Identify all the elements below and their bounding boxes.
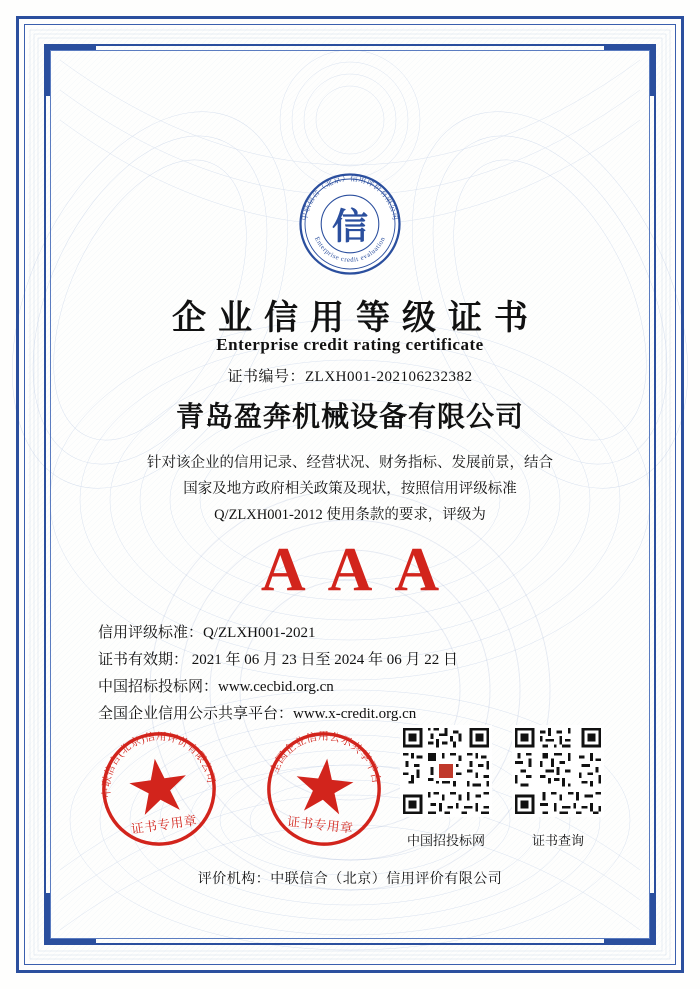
company-name: 青岛盈奔机械设备有限公司 [175, 402, 524, 433]
detail-credit-platform: 全国企业信用公示共享平台：www.x-credit.org.cn [98, 706, 417, 722]
certificate-body [90, 450, 610, 528]
certificate-number: 证书编号：ZLXH001-202106232382 [227, 369, 473, 385]
detail-bidding-site: 中国招标投标网：www.cecbid.org.cn [98, 679, 334, 695]
certificate-details [98, 620, 602, 728]
svg-text:中联信合(北京)信用评价有限公司: 中联信合(北京)信用评价有限公司 [101, 731, 217, 799]
body-line-1: 针对该企业的信用记录、经营状况、财务指标、发展前景，结合 [147, 455, 553, 471]
body-line-3: Q/ZLXH001-2012 使用条款的要求，评级为 [214, 507, 486, 523]
detail-validity-period: 证书有效期： 2021 年 06 月 23 日至 2024 年 06 月 22 日 [98, 652, 459, 668]
svg-text:中联信合（北京）信用评价有限公司: 中联信合（北京）信用评价有限公司 [299, 173, 401, 222]
certificate-content [50, 50, 650, 939]
body-line-2: 国家及地方政府相关政策及现状，按照信用评级标准 [183, 481, 517, 497]
issuer-line: 评价机构：中联信合（北京）信用评价有限公司 [197, 872, 503, 887]
svg-text:证书专用章: 证书专用章 [130, 813, 198, 837]
svg-text:Enterprise credit evaluation: Enterprise credit evaluation [313, 235, 387, 264]
official-stamp-company [87, 717, 232, 862]
qr-label-bidding-site: 中国招投标网 [406, 833, 485, 848]
svg-text:信: 信 [331, 206, 369, 247]
qr-code-bidding-site[interactable] [400, 725, 492, 817]
detail-rating-standard: 信用评级标准：Q/ZLXH001-2021 [98, 625, 316, 641]
qr-label-certificate-query: 证书查询 [531, 833, 584, 848]
qr-code-certificate-query[interactable] [512, 725, 604, 817]
svg-text:证书专用章: 证书专用章 [286, 814, 354, 836]
page-title-cn: 企业信用等级证书 [172, 300, 540, 337]
official-stamp-platform [254, 719, 395, 860]
page-title-en: Enterprise credit rating certificate [216, 335, 484, 354]
credit-grade: AAA [260, 536, 462, 604]
svg-text:全国企业信用公示共享平台: 全国企业信用公示共享平台 [268, 730, 383, 785]
credit-emblem-icon [296, 170, 404, 278]
